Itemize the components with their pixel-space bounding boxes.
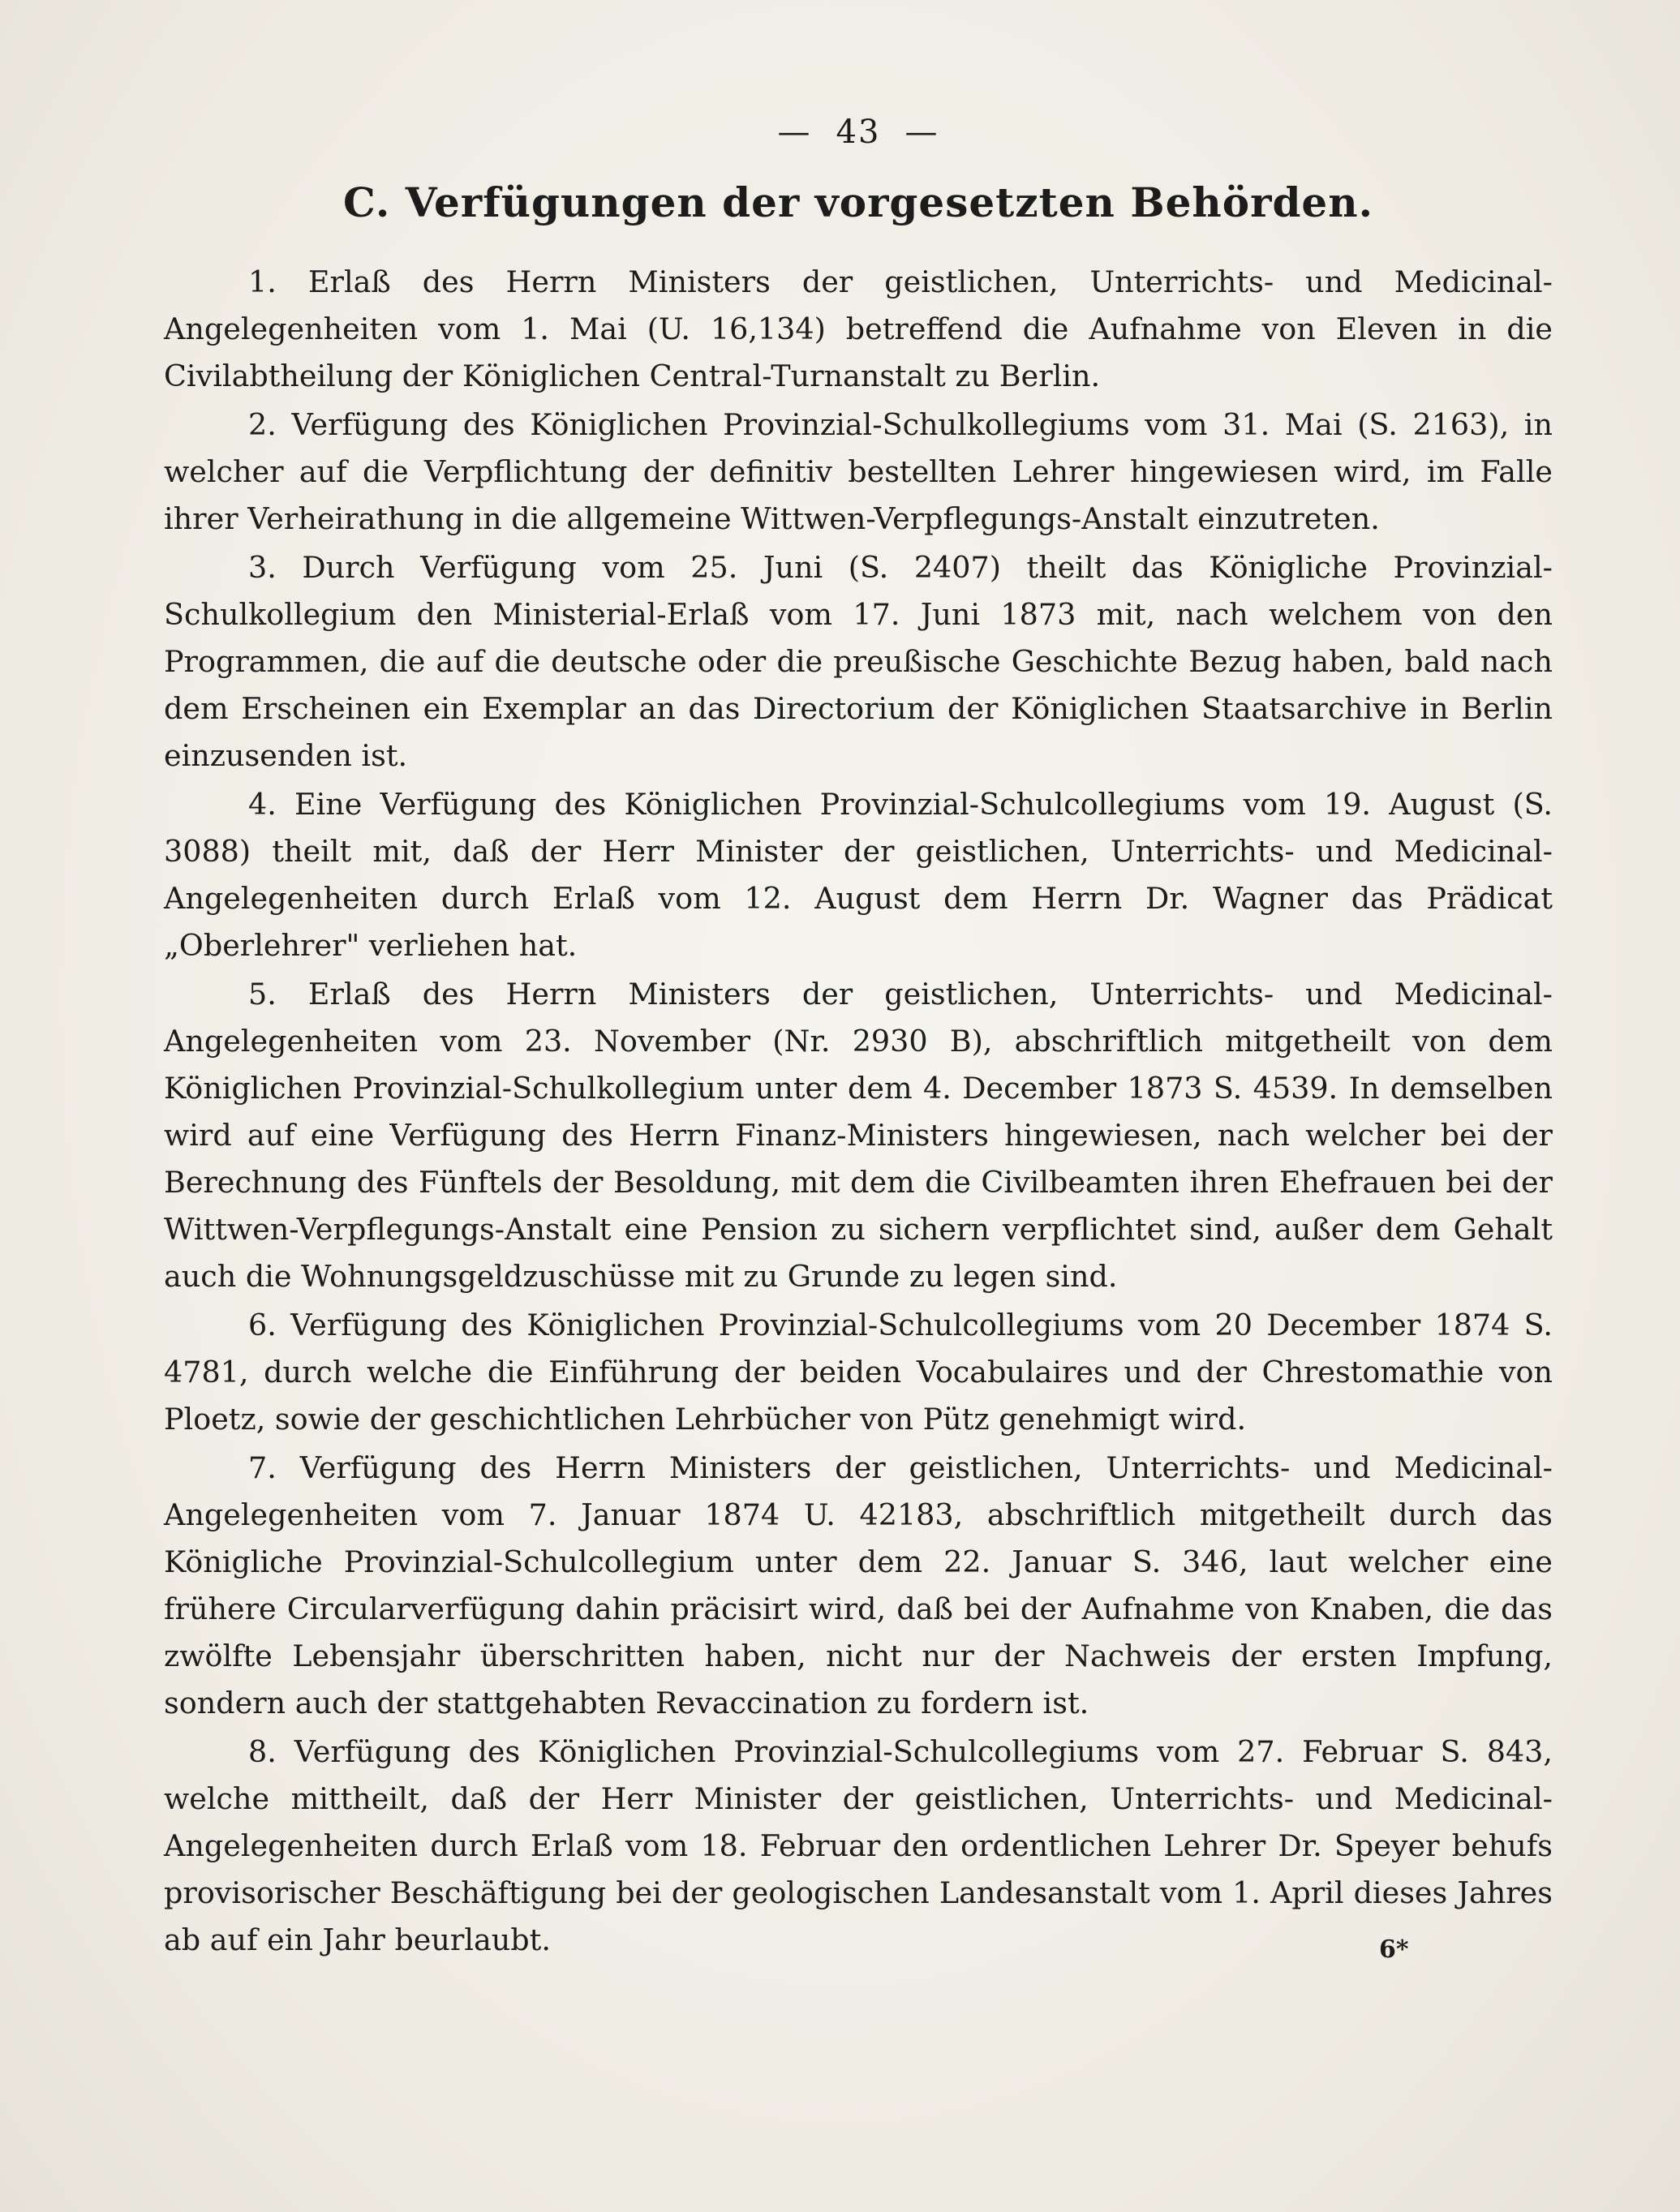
paragraph-2: 2. Verfügung des Königlichen Provinzial-Schulkollegiums vom 31. Mai (S. 2163), in welcher auf die Verpflichtung der definitiv bestellten Lehrer hingewiesen wird, im Falle ihrer Verheirathung in die allgemeine Wittwen-Verpflegungs-Anstalt einzutreten. — [164, 407, 1553, 536]
paragraph-4: 4. Eine Verfügung des Königlichen Provinzial-Schulcollegiums vom 19. August (S. 3088) theilt mit, daß der Herr Minister der geistlichen, Unterrichts- und Medicinal-Angelegenheiten durch Erlaß vom 12. August dem Herrn Dr. Wagner das Prädicat „Oberlehrer" verliehen hat. — [164, 787, 1553, 963]
page-content — [164, 114, 1553, 1965]
signature-mark: 6* — [1379, 1935, 1409, 1964]
page-number: 43 — [836, 114, 881, 151]
paragraph-5: 5. Erlaß des Herrn Ministers der geistlichen, Unterrichts- und Medicinal-Angelegenheiten vom 23. November (Nr. 2930 B), abschriftlich mitgetheilt von dem Königlichen Provinzial-Schulkollegium unter dem 4. December 1873 S. 4539. In demselben wird auf eine Verfügung des Herrn Finanz-Ministers hingewiesen, nach welcher bei der Berechnung des Fünftels der Besoldung, mit dem die Civilbeamten ihren Ehefrauen bei der Wittwen-Verpflegungs-Anstalt eine Pension zu sichern verpflichtet sind, außer dem Gehalt auch die Wohnungsgeldzuschüsse mit zu Grunde zu legen sind. — [164, 977, 1553, 1294]
paragraph-1: 1. Erlaß des Herrn Ministers der geistlichen, Unterrichts- und Medicinal-Angelegenheiten vom 1. Mai (U. 16,134) betreffend die Aufnahme von Eleven in die Civilabtheilung der Königlichen Central-Turnanstalt zu Berlin. — [164, 264, 1553, 393]
paragraph-8: 8. Verfügung des Königlichen Provinzial-Schulcollegiums vom 27. Februar S. 843, welche mittheilt, daß der Herr Minister der geistlichen, Unterrichts- und Medicinal-Angelegenheiten durch Erlaß vom 18. Februar den ordentlichen Lehrer Dr. Speyer behufs provisorischer Beschäftigung bei der geologischen Landesanstalt vom 1. April dieses Jahres ab auf ein Jahr beurlaubt. — [164, 1734, 1553, 1957]
section-title: C. Verfügungen der vorgesetzten Behörden. — [343, 178, 1373, 226]
page-number-dash-left: — — [777, 114, 812, 151]
page-number-line — [164, 114, 1553, 151]
paragraph-7: 7. Verfügung des Herrn Ministers der geistlichen, Unterrichts- und Medicinal-Angelegenheiten vom 7. Januar 1874 U. 42183, abschriftlich mitgetheilt durch das Königliche Provinzial-Schulcollegium unter dem 22. Januar S. 346, laut welcher eine frühere Circularverfügung dahin präcisirt wird, daß bei der Aufnahme von Knaben, die das zwölfte Lebensjahr überschritten haben, nicht nur der Nachweis der ersten Impfung, sondern auch der stattgehabten Revaccination zu fordern ist. — [164, 1450, 1553, 1720]
page-number-dash-right: — — [904, 114, 939, 151]
paragraph-6: 6. Verfügung des Königlichen Provinzial-Schulcollegiums vom 20 December 1874 S. 4781, durch welche die Einführung der beiden Vocabulaires und der Chrestomathie von Ploetz, sowie der geschichtlichen Lehrbücher von Pütz genehmigt wird. — [164, 1308, 1553, 1437]
paragraph-3: 3. Durch Verfügung vom 25. Juni (S. 2407) theilt das Königliche Provinzial-Schulkollegium den Ministerial-Erlaß vom 17. Juni 1873 mit, nach welchem von den Programmen, die auf die deutsche oder die preußische Geschichte Bezug haben, bald nach dem Erscheinen ein Exemplar an das Directorium der Königlichen Staatsarchive in Berlin einzusenden ist. — [164, 550, 1553, 773]
